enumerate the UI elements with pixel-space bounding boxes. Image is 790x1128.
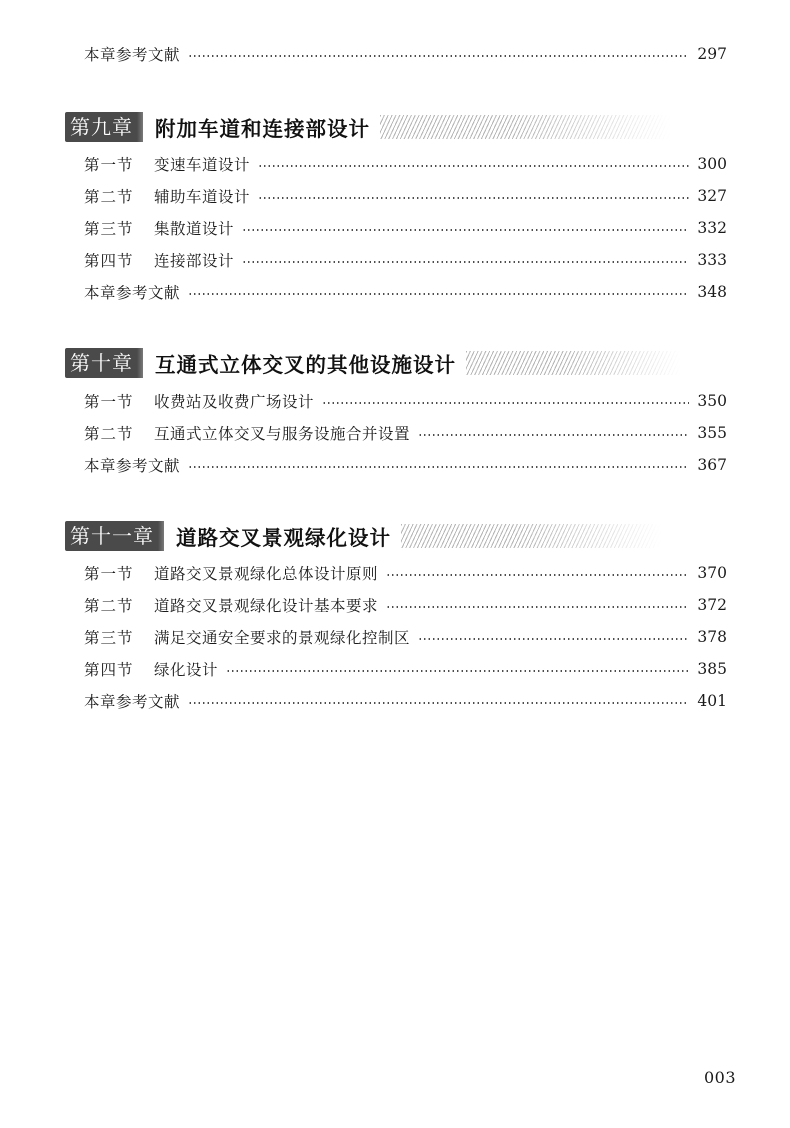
toc-entry-title: 满足交通安全要求的景观绿化控制区 bbox=[154, 629, 411, 647]
section-number: 第二节 bbox=[84, 597, 134, 615]
toc-entry-page: 333 bbox=[697, 251, 727, 269]
section-number: 第四节 bbox=[84, 252, 134, 270]
chapter-label-badge: 第九章 bbox=[65, 112, 137, 142]
toc-entry-page: 378 bbox=[697, 628, 727, 646]
toc-entry-references-prev bbox=[84, 40, 727, 68]
toc-entry bbox=[84, 182, 727, 210]
toc-entry-page: 370 bbox=[697, 564, 727, 582]
toc-entry bbox=[84, 214, 727, 242]
toc-entry-page: 355 bbox=[697, 424, 727, 442]
toc-entry-page: 385 bbox=[697, 660, 727, 678]
dot-leader bbox=[386, 574, 689, 576]
chapter-heading-9 bbox=[65, 112, 670, 142]
toc-entry-references bbox=[84, 687, 727, 715]
section-number: 第二节 bbox=[84, 188, 134, 206]
toc-entry bbox=[84, 559, 727, 587]
chapter-label-badge: 第十章 bbox=[65, 348, 137, 378]
dot-leader bbox=[418, 638, 689, 640]
toc-entry-title: 本章参考文献 bbox=[84, 46, 181, 64]
decorative-hatch bbox=[466, 351, 681, 375]
dot-leader bbox=[258, 165, 689, 167]
section-number: 第三节 bbox=[84, 629, 134, 647]
dot-leader bbox=[258, 197, 689, 199]
toc-entry-title: 道路交叉景观绿化总体设计原则 bbox=[154, 565, 379, 583]
section-number: 第一节 bbox=[84, 393, 134, 411]
toc-entry-title: 集散道设计 bbox=[154, 220, 235, 238]
toc-entry bbox=[84, 419, 727, 447]
toc-entry-title: 本章参考文献 bbox=[84, 284, 181, 302]
toc-entry bbox=[84, 387, 727, 415]
section-number: 第一节 bbox=[84, 156, 134, 174]
dot-leader bbox=[322, 402, 689, 404]
toc-entry-page: 367 bbox=[697, 456, 727, 474]
page-number: 003 bbox=[704, 1068, 737, 1087]
chapter-heading-11 bbox=[65, 521, 661, 551]
toc-entry-page: 300 bbox=[697, 155, 727, 173]
section-number: 第二节 bbox=[84, 425, 134, 443]
toc-entry bbox=[84, 623, 727, 651]
toc-entry-page: 401 bbox=[697, 692, 727, 710]
toc-entry-page: 350 bbox=[697, 392, 727, 410]
chapter-title: 道路交叉景观绿化设计 bbox=[176, 526, 391, 550]
toc-entry-references bbox=[84, 278, 727, 306]
dot-leader bbox=[188, 466, 689, 468]
toc-entry-title: 收费站及收费广场设计 bbox=[154, 393, 315, 411]
toc-entry-title: 道路交叉景观绿化设计基本要求 bbox=[154, 597, 379, 615]
toc-entry-page: 297 bbox=[697, 45, 727, 63]
section-number: 第一节 bbox=[84, 565, 134, 583]
decorative-hatch bbox=[380, 115, 670, 139]
toc-entry-title: 本章参考文献 bbox=[84, 457, 181, 475]
chapter-heading-10 bbox=[65, 348, 681, 378]
chapter-title: 互通式立体交叉的其他设施设计 bbox=[155, 353, 456, 377]
dot-leader bbox=[242, 229, 689, 231]
chapter-label-badge: 第十一章 bbox=[65, 521, 158, 551]
toc-entry-title: 辅助车道设计 bbox=[154, 188, 251, 206]
toc-entry bbox=[84, 655, 727, 683]
dot-leader bbox=[418, 434, 689, 436]
toc-entry-references bbox=[84, 451, 727, 479]
toc-entry-page: 332 bbox=[697, 219, 727, 237]
toc-entry-title: 本章参考文献 bbox=[84, 693, 181, 711]
dot-leader bbox=[386, 606, 689, 608]
section-number: 第四节 bbox=[84, 661, 134, 679]
toc-entry bbox=[84, 591, 727, 619]
dot-leader bbox=[188, 55, 689, 57]
toc-entry bbox=[84, 246, 727, 274]
toc-entry-title: 互通式立体交叉与服务设施合并设置 bbox=[154, 425, 411, 443]
dot-leader bbox=[242, 261, 689, 263]
section-number: 第三节 bbox=[84, 220, 134, 238]
toc-entry bbox=[84, 150, 727, 178]
decorative-hatch bbox=[401, 524, 661, 548]
dot-leader bbox=[188, 293, 689, 295]
dot-leader bbox=[226, 670, 689, 672]
toc-entry-page: 372 bbox=[697, 596, 727, 614]
toc-entry-title: 变速车道设计 bbox=[154, 156, 251, 174]
chapter-title: 附加车道和连接部设计 bbox=[155, 117, 370, 141]
toc-entry-title: 绿化设计 bbox=[154, 661, 219, 679]
toc-entry-page: 348 bbox=[697, 283, 727, 301]
toc-entry-page: 327 bbox=[697, 187, 727, 205]
toc-entry-title: 连接部设计 bbox=[154, 252, 235, 270]
dot-leader bbox=[188, 702, 689, 704]
